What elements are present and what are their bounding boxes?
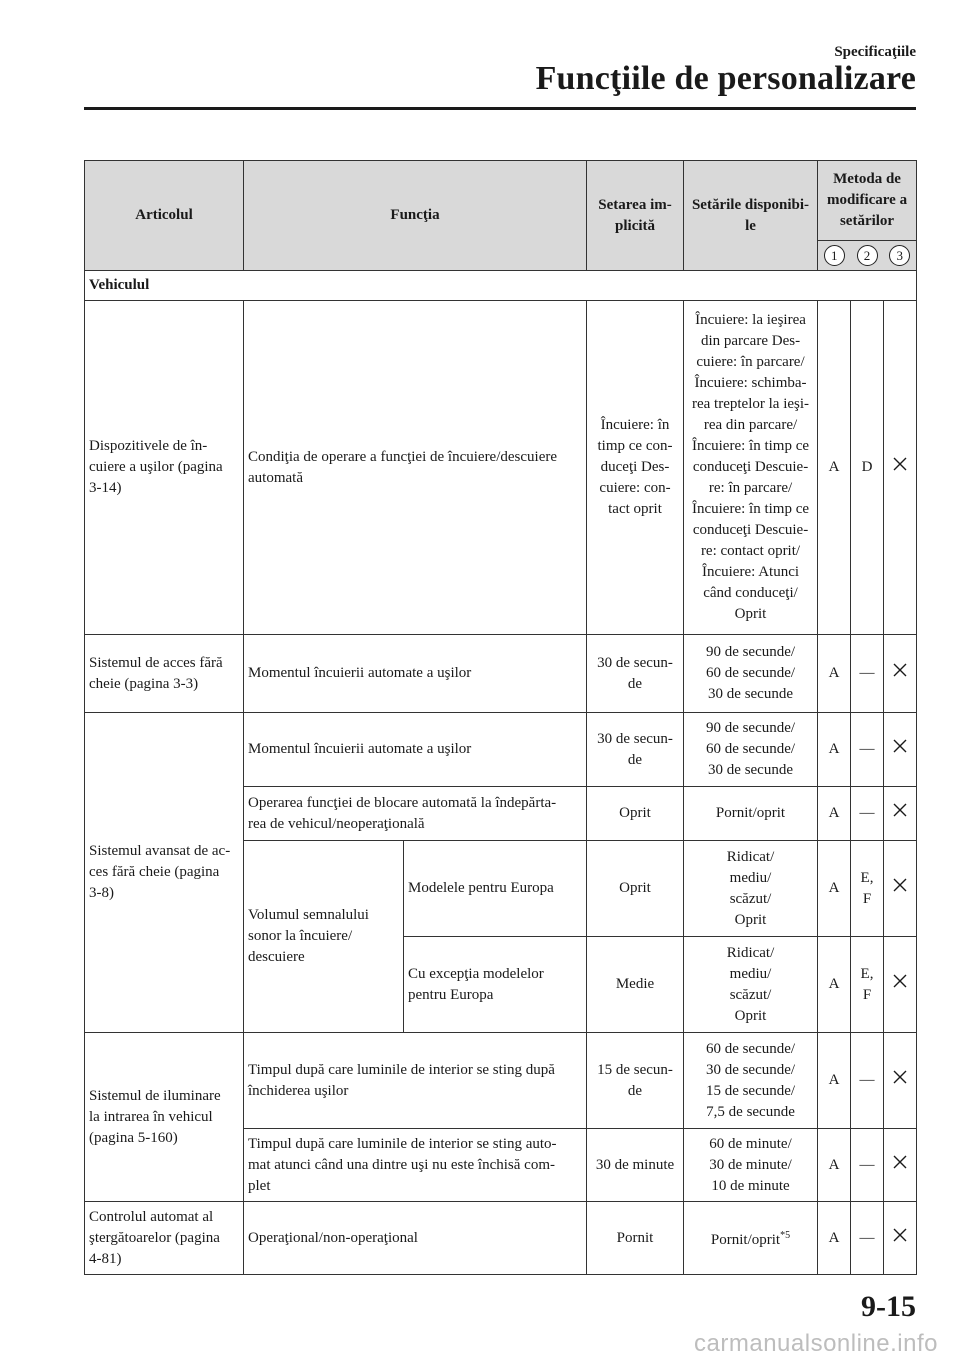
- cell-method-1: A: [818, 301, 851, 635]
- cell-functia: Operaţional/non-operaţional: [244, 1202, 587, 1275]
- cell-method-1: A: [818, 1129, 851, 1202]
- cell-method-1: A: [818, 1033, 851, 1129]
- cell-implicita: Oprit: [587, 787, 684, 841]
- cell-method-2: —: [851, 1129, 884, 1202]
- cell-method-2: —: [851, 1033, 884, 1129]
- cell-articol: Sistemul de iluminare la intrarea în vehicul (pagina 5-160): [85, 1033, 244, 1202]
- cell-disponibile: Ridicat/ mediu/ scăzut/ Oprit: [684, 841, 818, 937]
- cell-method-1: A: [818, 937, 851, 1033]
- cell-articol: Controlul automat al ştergătoarelor (pagina 4-81): [85, 1202, 244, 1275]
- cell-articol: Dispozitivele de în- cuiere a uşilor (pagina 3-14): [85, 301, 244, 635]
- cell-implicita: 30 de secun- de: [587, 635, 684, 713]
- cell-disponibile: Pornit/oprit: [684, 787, 818, 841]
- cell-method-1: A: [818, 713, 851, 787]
- cross-icon: [884, 301, 917, 635]
- cell-disponibile: 60 de minute/ 30 de minute/ 10 de minute: [684, 1129, 818, 1202]
- cell-implicita: Medie: [587, 937, 684, 1033]
- table-row: [85, 1202, 917, 1275]
- cell-functia: Modelele pentru Europa: [404, 841, 587, 937]
- cell-functia: Cu excepţia modelelor pentru Europa: [404, 937, 587, 1033]
- cross-icon: [884, 937, 917, 1033]
- table-row: [85, 713, 917, 787]
- cell-method-1: A: [818, 841, 851, 937]
- cell-functia: Momentul încuierii automate a uşilor: [244, 635, 587, 713]
- col-header-articol: Articolul: [85, 161, 244, 271]
- cell-functia: Operarea funcţiei de blocare automată la îndepărta- rea de vehicul/neoperaţională: [244, 787, 587, 841]
- cell-method-2: —: [851, 787, 884, 841]
- cell-implicita: Pornit: [587, 1202, 684, 1275]
- cell-method-1: A: [818, 1202, 851, 1275]
- col-header-metoda: Metoda de modificare a setărilor: [818, 161, 917, 241]
- cell-disponibile: Pornit/oprit$^{*5}$: [684, 1202, 818, 1275]
- cell-method-2: —: [851, 713, 884, 787]
- method-1-icon: 1: [818, 241, 851, 271]
- cross-icon: [884, 713, 917, 787]
- cell-implicita: Încuiere: în timp ce con- duceţi Des- cuiere: con- tact oprit: [587, 301, 684, 635]
- page-number: 9-15: [861, 1290, 916, 1323]
- method-3-icon: 3: [884, 241, 917, 271]
- table-row: [85, 635, 917, 713]
- cell-disponibile: 90 de secunde/ 60 de secunde/ 30 de secunde: [684, 635, 818, 713]
- section-label: Specificaţiile: [834, 44, 916, 60]
- col-header-implicita: Setarea im- plicită: [587, 161, 684, 271]
- cell-implicita: 15 de secun- de: [587, 1033, 684, 1129]
- cross-icon: [884, 1129, 917, 1202]
- col-header-disponibile: Setările disponibi- le: [684, 161, 818, 271]
- cell-method-1: A: [818, 635, 851, 713]
- cell-disponibile: 60 de secunde/ 30 de secunde/ 15 de secunde/ 7,5 de secunde: [684, 1033, 818, 1129]
- cell-implicita: 30 de minute: [587, 1129, 684, 1202]
- cell-disponibile: 90 de secunde/ 60 de secunde/ 30 de secunde: [684, 713, 818, 787]
- header-rule: [84, 107, 916, 110]
- cell-implicita: 30 de secun- de: [587, 713, 684, 787]
- footnote-ref: *5: [780, 1230, 791, 1241]
- cell-functia: Momentul încuierii automate a uşilor: [244, 713, 587, 787]
- cell-disponibile: Ridicat/ mediu/ scăzut/ Oprit: [684, 937, 818, 1033]
- cell-method-2: —: [851, 1202, 884, 1275]
- cell-method-2: E, F: [851, 841, 884, 937]
- cell-disponibile: Încuiere: la ieşirea din parcare Des- cuiere: în parcare/ Încuiere: schimba- rea treptelor la ieşi- rea din parcare/ Încuiere: în timp ce conduceţi Descuie- re: în parcare/ Încuiere: în timp ce conduceţi Descuie- re: contact oprit/ Încuiere: Atunci când conduceţi/ Oprit: [684, 301, 818, 635]
- page-title: Funcţiile de personalizare: [535, 60, 916, 97]
- cross-icon: [884, 1033, 917, 1129]
- cell-method-2: E, F: [851, 937, 884, 1033]
- customization-table: [84, 160, 917, 1275]
- cross-icon: [884, 841, 917, 937]
- cell-functia: Timpul după care luminile de interior se sting auto- mat atunci când una dintre uşi nu este închisă com- plet: [244, 1129, 587, 1202]
- cell-method-2: —: [851, 635, 884, 713]
- section-vehicul: Vehiculul: [85, 271, 917, 301]
- method-2-icon: 2: [851, 241, 884, 271]
- cell-functia: Timpul după care luminile de interior se sting după închiderea uşilor: [244, 1033, 587, 1129]
- cross-icon: [884, 787, 917, 841]
- cell-volum-label: Volumul semnalului sonor la încuiere/ descuiere: [244, 841, 404, 1033]
- cell-implicita: Oprit: [587, 841, 684, 937]
- table-row: [85, 1033, 917, 1129]
- cross-icon: [884, 635, 917, 713]
- cell-articol: Sistemul avansat de ac- ces fără cheie (pagina 3-8): [85, 713, 244, 1033]
- cell-articol: Sistemul de acces fără cheie (pagina 3-3): [85, 635, 244, 713]
- table-row: [85, 301, 917, 635]
- cell-method-1: A: [818, 787, 851, 841]
- col-header-functia: Funcţia: [244, 161, 587, 271]
- cell-method-2: D: [851, 301, 884, 635]
- watermark: carmanualsonline.info: [694, 1330, 938, 1357]
- cell-functia: Condiţia de operare a funcţiei de încuiere/descuiere automată: [244, 301, 587, 635]
- cross-icon: [884, 1202, 917, 1275]
